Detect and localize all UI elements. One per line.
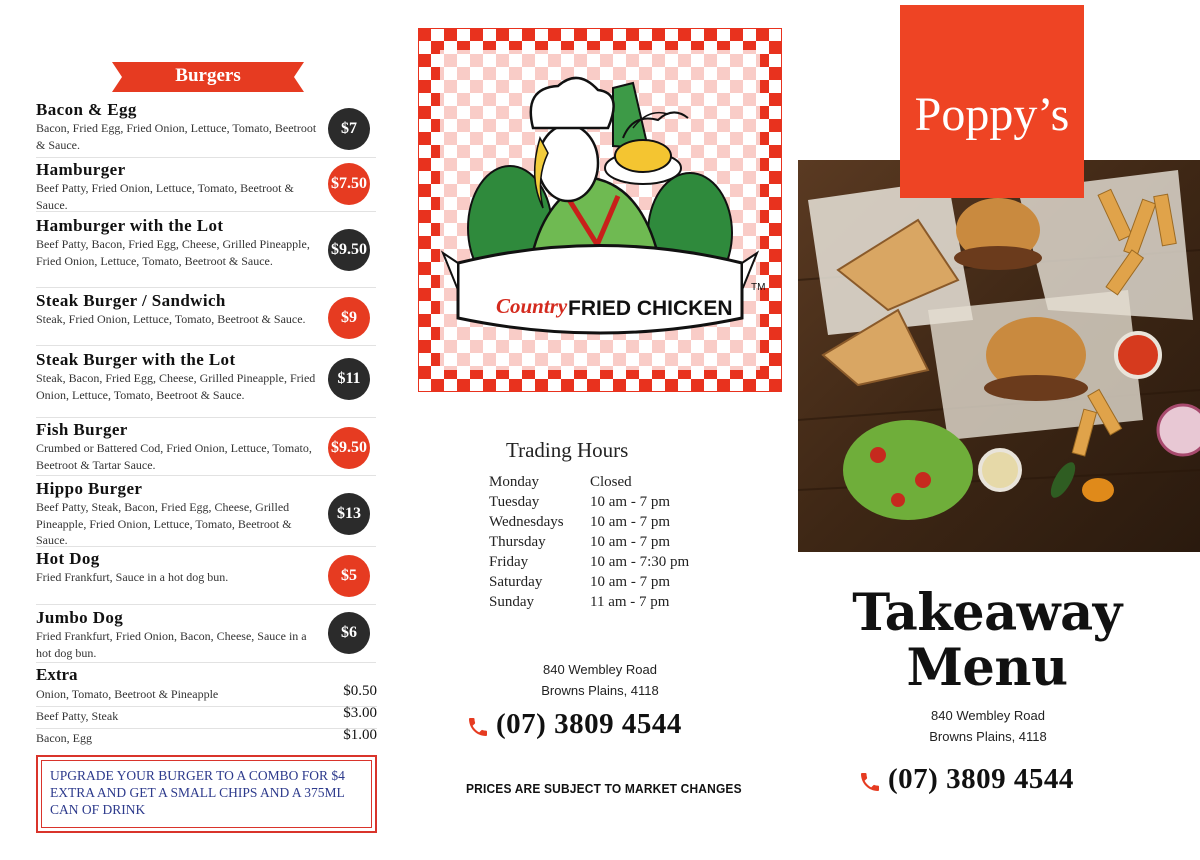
price-badge: $7.50	[328, 163, 370, 205]
logo-word-fried-chicken: FRIED CHICKEN	[568, 297, 733, 320]
item-desc: Bacon, Fried Egg, Fried Onion, Lettuce, Tomato, Beetroot & Sauce.	[36, 121, 317, 152]
hours-day: Saturday	[489, 574, 543, 590]
takeaway-menu-title	[812, 583, 1162, 698]
extra-price: $0.50	[343, 683, 377, 699]
hours-row	[489, 594, 749, 614]
item-name: Hippo Burger	[36, 479, 143, 498]
hours-row	[489, 474, 749, 494]
price-badge: $6	[328, 612, 370, 654]
item-name: Hot Dog	[36, 549, 100, 568]
hours-day: Wednesdays	[489, 514, 564, 530]
item-desc: Steak, Fried Onion, Lettuce, Tomato, Beetroot & Sauce.	[36, 312, 306, 326]
price-badge: $7	[328, 108, 370, 150]
item-desc: Fried Frankfurt, Sauce in a hot dog bun.	[36, 570, 229, 584]
brand-name: Poppy’s	[914, 88, 1070, 141]
country-fried-chicken-logo	[418, 28, 782, 392]
address-right	[888, 705, 1088, 747]
brand-block	[900, 5, 1084, 198]
extra-price: $1.00	[343, 727, 377, 743]
item-name: Jumbo Dog	[36, 608, 124, 627]
hours-day: Friday	[489, 554, 529, 570]
hours-row	[489, 534, 749, 554]
price-badge: $9.50	[328, 229, 370, 271]
combo-text: UPGRADE YOUR BURGER TO A COMBO FOR $4 EXTRA AND GET A SMALL CHIPS AND A 375ML CAN OF DRINK	[41, 760, 372, 828]
extra-label: Onion, Tomato, Beetroot & Pineapple	[36, 687, 219, 701]
menu-item	[36, 549, 376, 605]
item-desc: Beef Patty, Steak, Bacon, Fried Egg, Cheese, Grilled Pineapple, Fried Onion, Lettuce, Tomato, Beetroot & Sauce.	[36, 500, 292, 547]
item-name: Fish Burger	[36, 420, 128, 439]
hours-row	[489, 514, 749, 534]
burgers-banner	[112, 62, 304, 92]
address-line-1: 840 Wembley Road	[931, 708, 1045, 723]
item-name: Hamburger with the Lot	[36, 216, 224, 235]
menu-item	[36, 291, 376, 346]
extra-label: Bacon, Egg	[36, 731, 92, 745]
price-notice: PRICES ARE SUBJECT TO MARKET CHANGES	[466, 781, 742, 796]
address-line-1: 840 Wembley Road	[543, 662, 657, 677]
price-badge: $9	[328, 297, 370, 339]
item-desc: Beef Patty, Bacon, Fried Egg, Cheese, Grilled Pineapple, Fried Onion, Lettuce, Tomato, Beetroot & Sauce.	[36, 237, 310, 268]
hours-time: 10 am - 7 pm	[590, 514, 670, 530]
item-name: Hamburger	[36, 160, 126, 179]
hours-time: 10 am - 7 pm	[590, 534, 670, 550]
hours-time: 10 am - 7:30 pm	[590, 554, 690, 570]
address-line-2: Browns Plains, 4118	[541, 683, 659, 698]
item-desc: Crumbed or Battered Cod, Fried Onion, Lettuce, Tomato, Beetroot & Tartar Sauce.	[36, 441, 312, 472]
food-photo	[798, 160, 1200, 552]
menu-item	[36, 608, 376, 663]
item-name: Steak Burger with the Lot	[36, 350, 236, 369]
address-middle	[500, 659, 700, 701]
logo-trademark: TM	[751, 282, 766, 293]
hours-row	[489, 554, 749, 574]
extra-row	[36, 683, 377, 707]
extra-price: $3.00	[343, 705, 377, 721]
burgers-heading: Burgers	[175, 65, 241, 86]
menu-item	[36, 216, 376, 288]
hours-time: Closed	[590, 474, 632, 490]
hours-time: 10 am - 7 pm	[590, 574, 670, 590]
hours-time: 10 am - 7 pm	[590, 494, 670, 510]
item-desc: Fried Frankfurt, Fried Onion, Bacon, Cheese, Sauce in a hot dog bun.	[36, 629, 307, 660]
hours-row	[489, 494, 749, 514]
burgers-panel	[0, 0, 400, 860]
price-badge: $9.50	[328, 427, 370, 469]
trading-hours-title: Trading Hours	[506, 438, 629, 462]
phone-icon	[858, 769, 882, 795]
phone-number-middle[interactable]	[496, 708, 682, 741]
menu-item	[36, 479, 376, 547]
menu-item	[36, 160, 376, 212]
takeaway-line: Takeaway	[852, 583, 1122, 643]
item-name: Steak Burger / Sandwich	[36, 291, 226, 310]
price-badge: $13	[328, 493, 370, 535]
price-badge: $11	[328, 358, 370, 400]
menu-item	[36, 350, 376, 418]
combo-box	[36, 755, 377, 833]
logo-word-country: Country	[496, 294, 568, 318]
address-line-2: Browns Plains, 4118	[929, 729, 1047, 744]
hours-time: 11 am - 7 pm	[590, 594, 670, 610]
menu-item	[36, 100, 376, 158]
hours-day: Thursday	[489, 534, 546, 550]
phone-icon	[466, 714, 490, 740]
extra-row	[36, 727, 377, 751]
extra-title: Extra	[36, 665, 78, 684]
menu-item	[36, 420, 376, 476]
hours-day: Monday	[489, 474, 539, 490]
price-badge: $5	[328, 555, 370, 597]
hours-row	[489, 574, 749, 594]
phone-number-right[interactable]	[888, 763, 1074, 796]
extra-label: Beef Patty, Steak	[36, 709, 119, 723]
phone-text: (07) 3809 4544	[888, 763, 1074, 795]
trading-hours-table	[489, 474, 749, 614]
phone-text: (07) 3809 4544	[496, 708, 682, 740]
item-desc: Steak, Bacon, Fried Egg, Cheese, Grilled Pineapple, Fried Onion, Lettuce, Tomato, Beetroot & Sauce.	[36, 371, 316, 402]
hours-day: Sunday	[489, 594, 534, 610]
item-name: Bacon & Egg	[36, 100, 137, 119]
menu-line: Menu	[906, 638, 1068, 698]
hours-day: Tuesday	[489, 494, 540, 510]
extra-row	[36, 705, 377, 729]
item-desc: Beef Patty, Fried Onion, Lettuce, Tomato, Beetroot & Sauce.	[36, 181, 294, 212]
